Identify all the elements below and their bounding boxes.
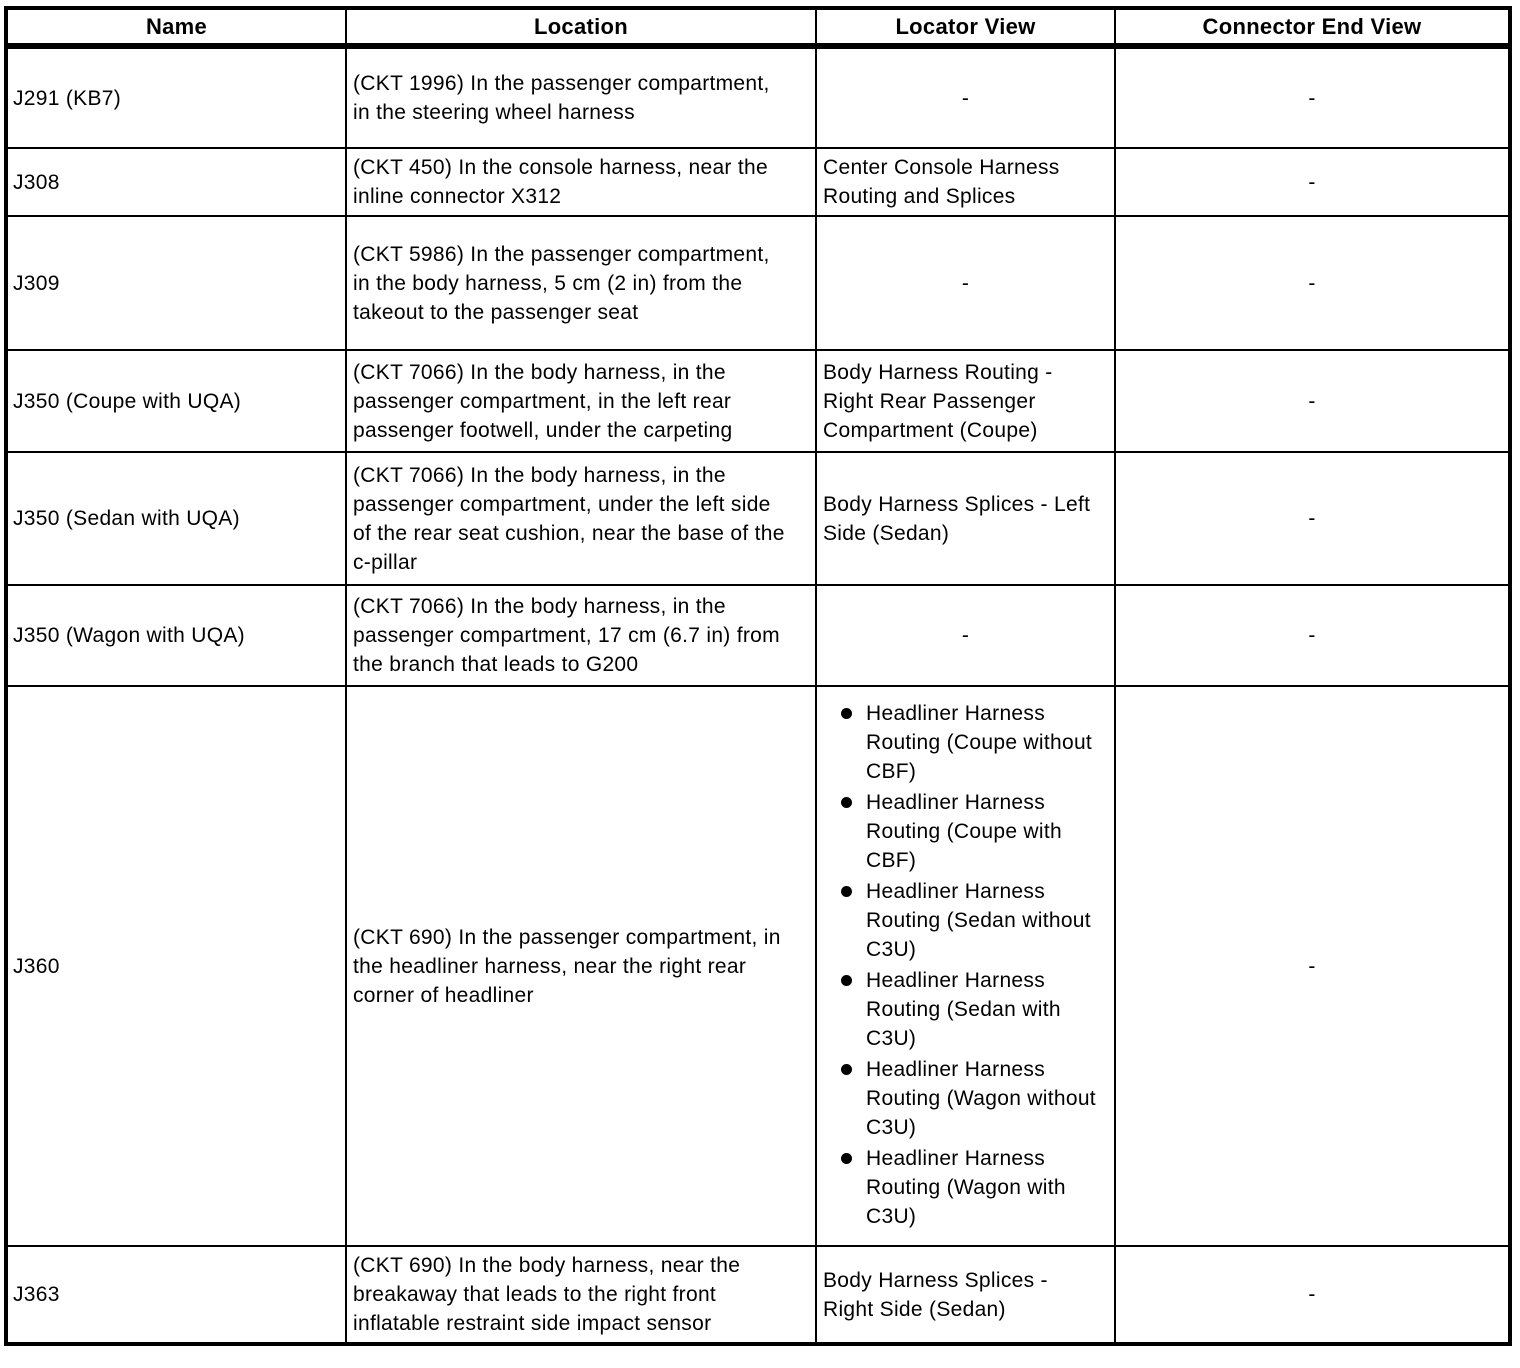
table-row	[6, 148, 1510, 216]
bullet-icon	[841, 708, 852, 719]
name-cell: J308	[6, 148, 346, 216]
list-item	[841, 1144, 1102, 1231]
list-item-label: Headliner Harness Routing (Wagon with C3U)	[866, 1147, 1066, 1228]
connector-end-view-cell: -	[1115, 46, 1510, 148]
location-cell: (CKT 5986) In the passenger compartment, in the body harness, 5 cm (2 in) from the takeout to the passenger seat	[346, 216, 816, 350]
locator-view-cell: -	[816, 46, 1115, 148]
name-cell: J360	[6, 686, 346, 1246]
list-item	[841, 1055, 1102, 1142]
connector-end-view-cell: -	[1115, 585, 1510, 686]
locator-view-cell: -	[816, 216, 1115, 350]
header-row	[6, 8, 1510, 46]
connector-end-view-cell: -	[1115, 350, 1510, 452]
locator-view-list	[823, 699, 1102, 1231]
location-cell: (CKT 7066) In the body harness, in the passenger compartment, 17 cm (6.7 in) from the branch that leads to G200	[346, 585, 816, 686]
table-row	[6, 585, 1510, 686]
list-item	[841, 877, 1102, 964]
location-cell: (CKT 1996) In the passenger compartment, in the steering wheel harness	[346, 46, 816, 148]
list-item	[841, 699, 1102, 786]
name-cell: J350 (Coupe with UQA)	[6, 350, 346, 452]
bullet-icon	[841, 1064, 852, 1075]
list-item-label: Headliner Harness Routing (Sedan without C3U)	[866, 880, 1091, 961]
connector-end-view-cell: -	[1115, 1246, 1510, 1344]
locator-view-cell: Center Console Harness Routing and Splices	[816, 148, 1115, 216]
location-cell: (CKT 690) In the body harness, near the breakaway that leads to the right front inflatable restraint side impact sensor	[346, 1246, 816, 1344]
table-row	[6, 350, 1510, 452]
name-cell: J350 (Wagon with UQA)	[6, 585, 346, 686]
table-row	[6, 216, 1510, 350]
column-header-connector-end-view: Connector End View	[1115, 8, 1510, 46]
bullet-icon	[841, 1153, 852, 1164]
table-row	[6, 1246, 1510, 1344]
bullet-icon	[841, 797, 852, 808]
locator-view-cell: Body Harness Routing - Right Rear Passenger Compartment (Coupe)	[816, 350, 1115, 452]
list-item	[841, 788, 1102, 875]
connector-end-view-cell: -	[1115, 686, 1510, 1246]
location-cell: (CKT 690) In the passenger compartment, in the headliner harness, near the right rear corner of headliner	[346, 686, 816, 1246]
list-item-label: Headliner Harness Routing (Coupe without CBF)	[866, 702, 1093, 783]
name-cell: J350 (Sedan with UQA)	[6, 452, 346, 585]
bullet-icon	[841, 975, 852, 986]
column-header-locator-view: Locator View	[816, 8, 1115, 46]
location-cell: (CKT 450) In the console harness, near the inline connector X312	[346, 148, 816, 216]
location-cell: (CKT 7066) In the body harness, in the passenger compartment, in the left rear passenger footwell, under the carpeting	[346, 350, 816, 452]
connector-end-view-cell: -	[1115, 216, 1510, 350]
column-header-location: Location	[346, 8, 816, 46]
location-cell: (CKT 7066) In the body harness, in the passenger compartment, under the left side of the rear seat cushion, near the base of the c-pillar	[346, 452, 816, 585]
locator-view-cell: Body Harness Splices - Left Side (Sedan)	[816, 452, 1115, 585]
locator-view-cell: -	[816, 585, 1115, 686]
connector-end-view-cell: -	[1115, 148, 1510, 216]
name-cell: J309	[6, 216, 346, 350]
column-header-name: Name	[6, 8, 346, 46]
list-item-label: Headliner Harness Routing (Coupe with CBF)	[866, 791, 1062, 872]
table-row	[6, 46, 1510, 148]
list-item-label: Headliner Harness Routing (Sedan with C3U)	[866, 969, 1061, 1050]
list-item	[841, 966, 1102, 1053]
bullet-icon	[841, 886, 852, 897]
table-body	[6, 46, 1510, 1344]
table-header	[6, 8, 1510, 46]
name-cell: J291 (KB7)	[6, 46, 346, 148]
connector-end-view-cell: -	[1115, 452, 1510, 585]
name-cell: J363	[6, 1246, 346, 1344]
locator-view-cell	[816, 686, 1115, 1246]
locator-view-cell: Body Harness Splices - Right Side (Sedan)	[816, 1246, 1115, 1344]
list-item-label: Headliner Harness Routing (Wagon without C3U)	[866, 1058, 1096, 1139]
table-row	[6, 452, 1510, 585]
table-row	[6, 686, 1510, 1246]
connector-location-table	[4, 6, 1512, 1346]
